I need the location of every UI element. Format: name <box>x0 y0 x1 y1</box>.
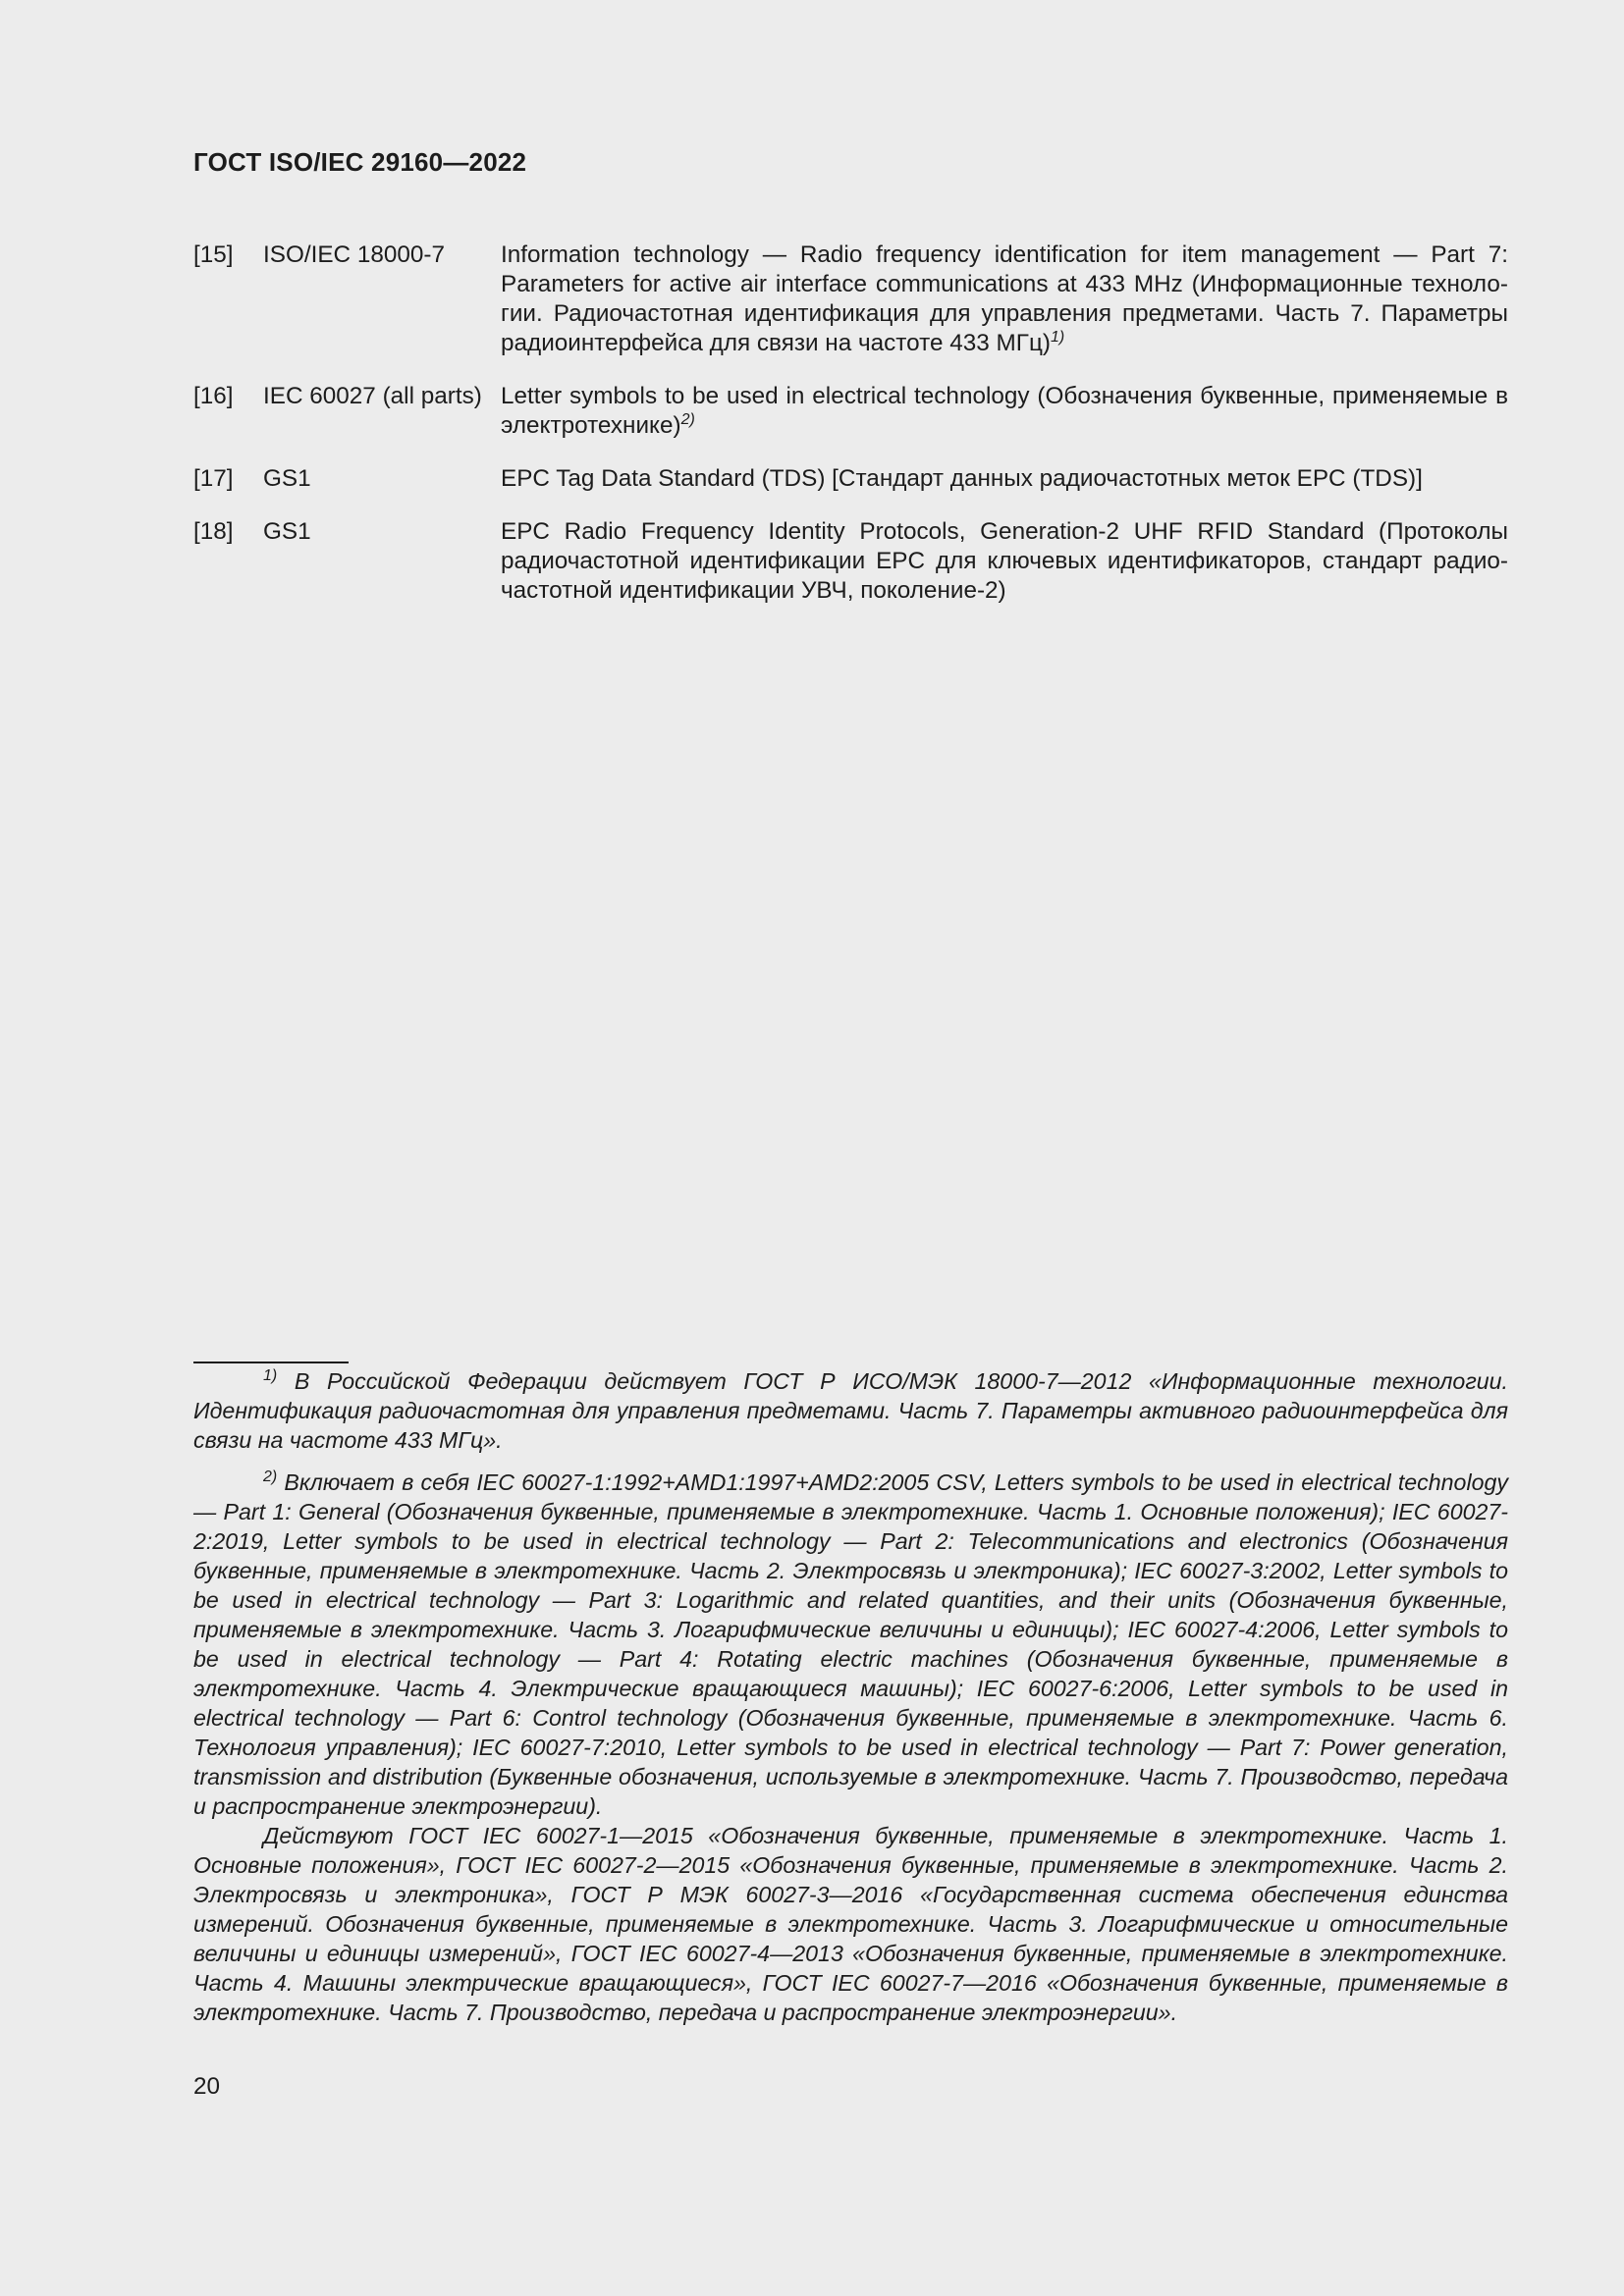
reference-code: GS1 <box>263 518 311 545</box>
footnote-2-continuation: Действуют ГОСТ IEC 60027-1—2015 «Обозначения буквенные, применяемые в электротехнике. Часть 1. Основные положения», ГОСТ IEC 60027-2—2015 «Обозначения буквенные, применяемые в электротехнике. Часть 2. Электросвязь и электроника», ГОСТ Р МЭК 60027-3—2016 «Государственная система обеспечения единства измерений. Обозначения буквенные, применяемые в электротехнике. Часть 3. Логарифмические и относительные величины и единицы измерений», ГОСТ IEC 60027-4—2013 «Обозначения буквенные, применяемые в электротехнике. Часть 4. Машины электрические вращающиеся», ГОСТ IEC 60027-7—2016 «Обозначения буквенные, применяемые в электротехнике. Часть 7. Производство, передача и распространение электроэнергии». <box>193 1823 1508 2025</box>
reference-number: [16] <box>193 383 234 409</box>
bibliography-entry <box>193 382 1508 441</box>
reference-number: [17] <box>193 465 234 492</box>
footnote-2-text: Включает в себя IEC 60027-1:1992+AMD1:1997+AMD2:2005 CSV, Letters symbols to be used in electrical technology — Part 1: General (Обозначения буквенные, применяемые в электротехнике. Часть 1. Основные положения); IEC 60027-2:2019, Letter symbols to be used in electrical technology — Part 2: Telecommunications and electronics (Обозначения буквенные, применяемые в электротехнике. Часть 2. Электросвязь и электроника); IEC 60027-3:2002, Letter symbols to be used in electrical technology — Part 3: Logarithmic and related quantities, and their units (Обозначения буквенные, применяемые в электротехнике. Часть 3. Логарифмические величины и единицы); IEC 60027-4:2006, Letter symbols to be used in electrical technology — Part 4: Rotating electric machines (Обозначения буквенные, применяемые в электротехнике. Часть 4. Электрические вращающиеся машины); IEC 60027-6:2006, Letter symbols to be used in electrical technology — Part 6: Control technology (Обозначения буквенные, применяемые в электротехнике. Часть 6. Технология управления); IEC 60027-7:2010, Letter symbols to be used in electrical technology — Part 7: Power generation, transmission and distribution (Буквенные обозначения, используемые в электротехнике. Часть 7. Производство, передача и распространение электроэнергии). <box>193 1469 1508 1819</box>
footnote-2-marker: 2) <box>263 1468 278 1485</box>
footnotes <box>193 1366 1508 2027</box>
reference-title: EPC Radio Frequency Identity Protocols, Generation-2 UHF RFID Standard (Протоколы радиочастотной идентификации EPC для ключевых идентификаторов, стандарт радиочастотной идентификации УВЧ, поколение-2) <box>501 518 1508 604</box>
bibliography-entry <box>193 240 1508 358</box>
reference-code: ISO/IEC 18000-7 <box>263 241 446 268</box>
reference-number: [15] <box>193 241 234 268</box>
reference-title: Information technology — Radio frequency identification for item management — Part 7: Parameters for active air interface communications at 433 MHz (Информационные технологии. Радиочастотная идентификация для управления предметами. Часть 7. Параметры радиоинтерфейса для связи на частоте 433 МГц) <box>501 241 1508 356</box>
footnote-marker: 2) <box>680 411 695 428</box>
page-header: ГОСТ ISO/IEC 29160—2022 <box>193 147 527 177</box>
bibliography-list <box>193 240 1508 629</box>
footnote-marker: 1) <box>1050 329 1065 346</box>
reference-code: IEC 60027 (all parts) <box>263 383 482 409</box>
reference-title: EPC Tag Data Standard (TDS) [Стандарт данных радиочастотных меток EPC (TDS)] <box>501 465 1423 492</box>
reference-title: Letter symbols to be used in electrical technology (Обозначения буквенные, применяемые в электротехнике) <box>501 383 1508 439</box>
footnote-separator <box>193 1362 349 1363</box>
footnote-1-text: В Российской Федерации действует ГОСТ Р ИСО/МЭК 18000-7—2012 «Информационные технологии. Идентификация радиочастотная для управления предметами. Часть 7. Параметры активного радиоинтерфейса для связи на частоте 433 МГц». <box>193 1368 1508 1453</box>
bibliography-entry <box>193 517 1508 606</box>
reference-text <box>501 240 1508 358</box>
reference-text <box>501 517 1508 606</box>
page-number: 20 <box>193 2073 221 2100</box>
reference-code: GS1 <box>263 465 311 492</box>
bibliography-entry <box>193 464 1508 494</box>
footnote-1-marker: 1) <box>263 1367 278 1384</box>
reference-number: [18] <box>193 518 234 545</box>
reference-text <box>501 464 1508 494</box>
footnote-1 <box>193 1366 1508 1455</box>
reference-text <box>501 382 1508 441</box>
footnote-2 <box>193 1468 1508 1821</box>
